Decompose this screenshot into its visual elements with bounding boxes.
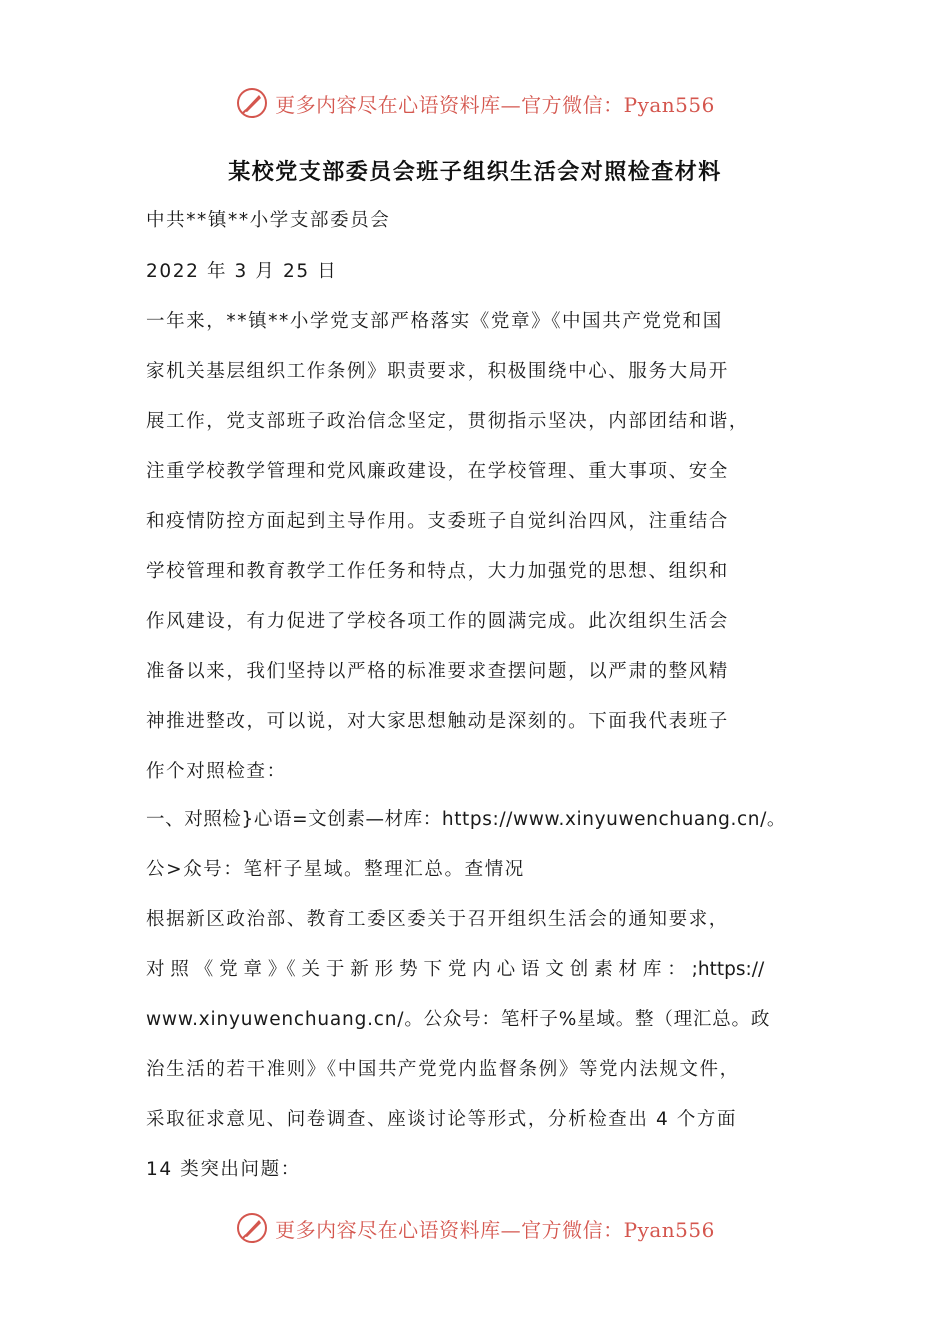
text-line: 注重学校教学管理和党风廉政建设，在学校管理、重大事项、安全 (146, 461, 729, 482)
text-line: 14 类突出问题： (146, 1159, 301, 1180)
text-line: 一年来，**镇**小学党支部严格落实《党章》《中国共产党党和国 (146, 311, 723, 332)
quill-logo-icon (235, 1211, 269, 1245)
text-line: 和疫情防控方面起到主导作用。支委班子自觉纠治四风，注重结合 (146, 511, 729, 532)
text-line: 对 照 《 党 章 》《 关 于 新 形 势 下 党 内 心 语 文 创 素 材 库 ： ;https:// (146, 959, 765, 980)
text-line: www.xinyuwenchuang.cn/。公众号：笔杆子%星域。整（理汇总。政 (146, 1009, 771, 1030)
org-line: 中共**镇**小学支部委员会 (146, 210, 391, 231)
text-line: 采取征求意见、问卷调查、座谈讨论等形式，分析检查出 4 个方面 (146, 1109, 738, 1130)
text-line: 作个对照检查： (146, 761, 287, 782)
text-line: 根据新区政治部、教育工委区委关于召开组织生活会的通知要求， (146, 909, 729, 930)
watermark-text: 更多内容尽在心语资料库—官方微信：Pyan556 (275, 92, 715, 117)
watermark-footer (0, 1203, 950, 1253)
text-line: 展工作，党支部班子政治信念坚定，贯彻指示坚决，内部团结和谐， (146, 411, 750, 432)
text-line: 一、对照检}心语=文创素—材库：https://www.xinyuwenchuang.cn/。 (146, 809, 787, 830)
text-line: 神推进整改，可以说，对大家思想触动是深刻的。下面我代表班子 (146, 711, 729, 732)
text-line: 公>众号：笔杆子星域。整理汇总。查情况 (146, 859, 525, 880)
date-line: 2022 年 3 月 25 日 (146, 261, 338, 282)
quill-logo-icon (235, 86, 269, 120)
text-line: 准备以来，我们坚持以严格的标准要求查摆问题，以严肃的整风精 (146, 661, 729, 682)
watermark-header (0, 78, 950, 128)
document-title: 某校党支部委员会班子组织生活会对照检查材料 (228, 159, 722, 185)
text-line: 治生活的若干准则》《中国共产党党内监督条例》等党内法规文件， (146, 1059, 740, 1080)
text-line: 作风建设，有力促进了学校各项工作的圆满完成。此次组织生活会 (146, 611, 729, 632)
text-line: 学校管理和教育教学工作任务和特点，大力加强党的思想、组织和 (146, 561, 729, 582)
watermark-text: 更多内容尽在心语资料库—官方微信：Pyan556 (275, 1217, 715, 1242)
text-line: 家机关基层组织工作条例》职责要求，积极围绕中心、服务大局开 (146, 361, 729, 382)
